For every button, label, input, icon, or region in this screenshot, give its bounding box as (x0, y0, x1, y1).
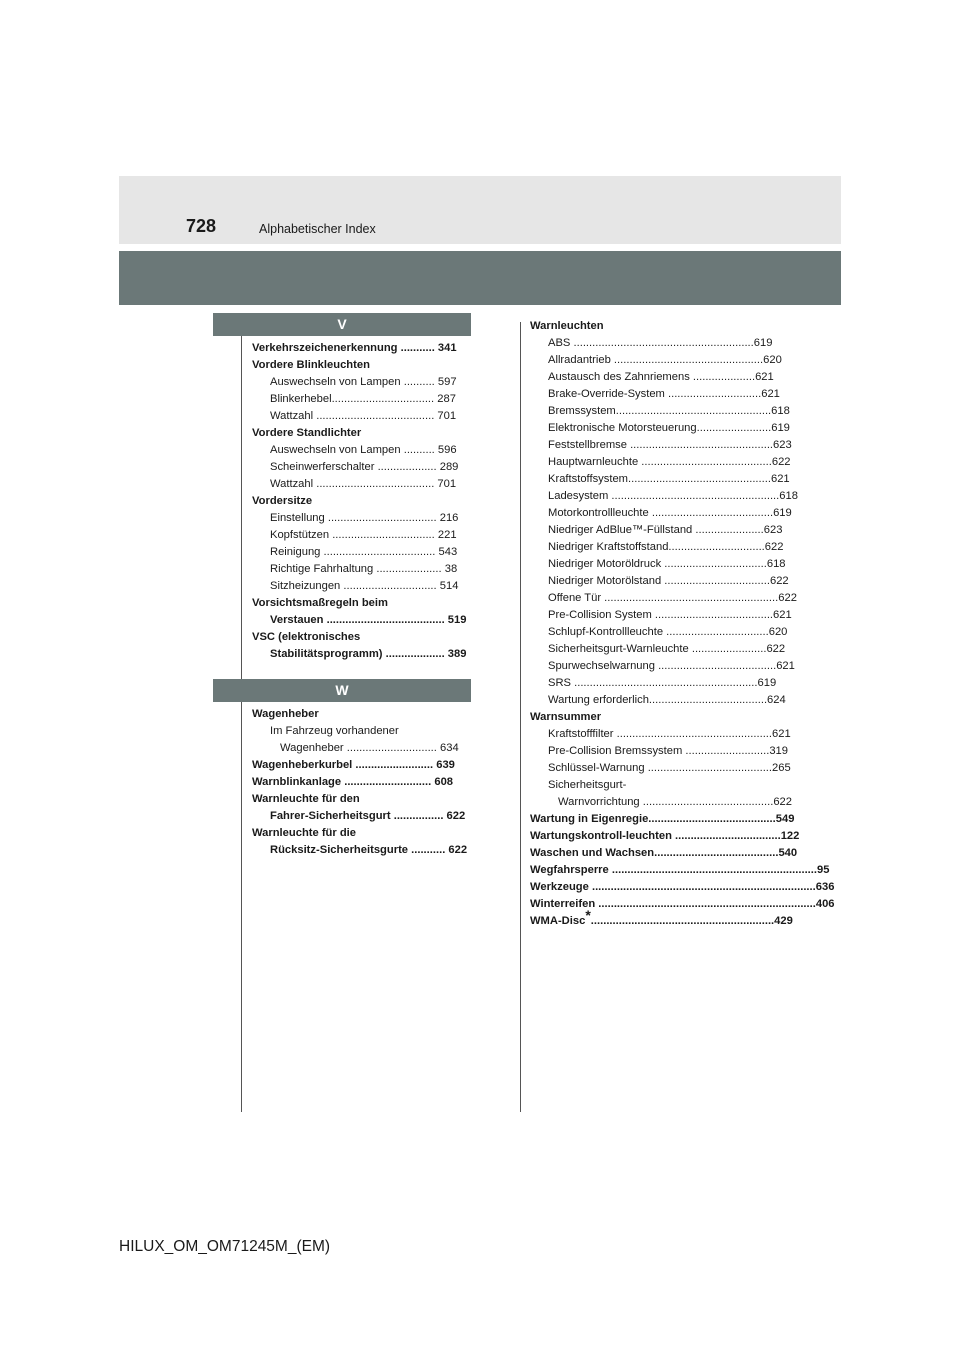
index-entry-label: Niedriger Motoröldruck ................................. (548, 558, 767, 570)
index-entry: Wagenheber ............................. 634 (280, 742, 459, 754)
index-entry-page: 618 (766, 558, 786, 570)
index-entry (530, 403, 790, 420)
index-entry-page: 619 (771, 422, 790, 434)
index-entry (530, 811, 795, 828)
index-entry-term: WMA-Disc (530, 915, 586, 927)
index-entry-label: Niedriger Motorölstand .................................. (548, 575, 770, 587)
index-entry: Einstellung ................................... 216 (270, 512, 459, 524)
index-entry: Richtige Fahrhaltung ..................... 38 (270, 563, 458, 575)
index-entry (530, 386, 780, 403)
index-entry: Wattzahl ...................................... 701 (270, 410, 457, 422)
index-entry: Warnleuchte für den (252, 793, 360, 805)
index-entry (530, 658, 795, 675)
index-entry: Auswechseln von Lampen .......... 597 (270, 376, 457, 388)
index-entry-page: 621 (761, 388, 780, 400)
index-entry-label: Hauptwarnleuchte .......................................... (548, 456, 772, 468)
index-entry: Reinigung .................................... 543 (270, 546, 458, 558)
index-entry: Vordersitze (252, 495, 313, 507)
index-entry-page: 429 (774, 915, 793, 927)
index-entry (530, 369, 774, 386)
index-entry: Sicherheitsgurt- (548, 779, 627, 791)
index-entry-label: Schlupf-Kontrollleuchte ................................. (548, 626, 769, 638)
index-entry-label: Bremssystem.................................................. (548, 405, 772, 417)
index-entry-label: Wartung erforderlich...................................... (548, 694, 768, 706)
index-entry (530, 522, 783, 539)
index-entry (530, 505, 792, 522)
index-entry: Blinkerhebel................................. 287 (270, 393, 456, 405)
index-entry-label: Offene Tür ........................................................ (548, 592, 779, 604)
index-entry-page: 623 (773, 439, 792, 451)
index-entry (530, 828, 800, 845)
index-entry (530, 794, 792, 811)
index-entry (530, 726, 791, 743)
index-entry-page: 618 (779, 490, 798, 502)
index-entry-page: 265 (772, 762, 791, 774)
index-entry (530, 879, 835, 896)
column-divider-left (241, 322, 242, 1112)
index-entry (530, 454, 791, 471)
index-entry-label: Waschen und Wachsen........................................ (530, 847, 779, 859)
index-entry: Vordere Blinkleuchten (252, 359, 370, 371)
index-entry-page: 619 (753, 337, 773, 349)
index-entry (530, 471, 790, 488)
index-entry (530, 352, 782, 369)
index-entry (530, 675, 777, 692)
index-entry-label: Spurwechselwarnung ...................................... (548, 660, 777, 672)
index-entry-page: 620 (768, 626, 788, 638)
column-divider-right (520, 322, 521, 1112)
index-entry (530, 488, 798, 505)
index-entry-page: 621 (755, 371, 774, 383)
index-entry: Auswechseln von Lampen .......... 596 (270, 444, 457, 456)
index-entry (530, 907, 793, 930)
index-entry: Kopfstützen ................................. 221 (270, 529, 457, 541)
section-header-v: V (213, 313, 471, 336)
index-entry (530, 743, 788, 760)
index-entry (530, 437, 792, 454)
index-entry-label: Schlüssel-Warnung ........................................ (548, 762, 773, 774)
index-entry-page: 618 (771, 405, 790, 417)
index-entry: Vordere Standlichter (252, 427, 362, 439)
index-entry (530, 760, 791, 777)
index-entry: Warnblinkanlage ............................ 608 (252, 776, 454, 788)
index-entry: Verstauen ...................................... 519 (270, 614, 467, 626)
index-entry: Wagenheberkurbel ......................... 639 (252, 759, 455, 771)
index-entry (530, 624, 788, 641)
index-entry-label: Niedriger AdBlue™-Füllstand ...................... (548, 524, 764, 536)
index-entry-page: 620 (763, 354, 782, 366)
index-entry: Fahrer-Sicherheitsgurt ................ 622 (270, 810, 466, 822)
index-entry (530, 641, 786, 658)
index-entry-label: Pre-Collision System ...................................... (548, 609, 774, 621)
index-entry: Im Fahrzeug vorhandener (270, 725, 399, 737)
index-entry-page: 621 (770, 473, 790, 485)
index-entry-label: Allradantrieb ................................................ (548, 354, 764, 366)
index-entry: Verkehrszeichenerkennung ........... 341 (252, 342, 457, 354)
index-entry-label: Winterreifen ...................................................................... (530, 898, 816, 910)
index-entry-page: 622 (766, 643, 786, 655)
index-entry-page: 621 (776, 660, 795, 672)
leader-dots: ........................................................... (590, 915, 775, 927)
index-list-w-right (530, 318, 835, 930)
index-entry-page: 619 (757, 677, 777, 689)
footnote-marker: * (585, 907, 591, 923)
index-entry-label: Ladesystem ...................................................... (548, 490, 780, 502)
index-entry-label: Brake-Override-System .............................. (548, 388, 762, 400)
index-entry-label: Feststellbremse .............................................. (548, 439, 774, 451)
index-entry-page: 549 (775, 813, 795, 825)
header-bar (119, 176, 841, 244)
section-header-w: W (213, 679, 471, 702)
index-entry: Scheinwerferschalter ................... 289 (270, 461, 459, 473)
index-entry-page: 622 (769, 575, 789, 587)
index-entry-label: Warnvorrichtung .......................................... (558, 796, 774, 808)
page-title: Alphabetischer Index (259, 222, 376, 236)
index-entry-page: 95 (817, 864, 830, 876)
index-entry (530, 420, 790, 437)
index-list-w-left (252, 706, 471, 859)
index-entry-label: Elektronische Motorsteuerung........................ (548, 422, 772, 434)
index-entry (530, 692, 786, 709)
index-entry: Wattzahl ...................................... 701 (270, 478, 457, 490)
index-entry-page: 636 (815, 881, 835, 893)
index-entry-page: 621 (772, 728, 791, 740)
index-entry-label (530, 907, 775, 930)
index-entry: VSC (elektronisches (252, 631, 361, 643)
index-entry-label: ABS .......................................................... (548, 337, 754, 349)
index-entry: Vorsichtsmaßregeln beim (252, 597, 388, 609)
index-entry-page: 624 (767, 694, 786, 706)
index-entry-page: 622 (771, 456, 791, 468)
index-entry (530, 556, 786, 573)
index-list-v (252, 340, 471, 663)
index-entry: Warnleuchte für die (252, 827, 357, 839)
index-entry-page: 319 (769, 745, 788, 757)
index-entry: Stabilitätsprogramm) ................... 389 (270, 648, 467, 660)
index-entry: Wagenheber (252, 708, 319, 720)
index-entry: Sitzheizungen .............................. 514 (270, 580, 459, 592)
index-entry: Warnsummer (530, 711, 602, 723)
index-entry-page: 406 (815, 898, 835, 910)
index-entry (530, 607, 792, 624)
index-entry-label: Kraftstofffilter .................................................. (548, 728, 773, 740)
document-code: HILUX_OM_OM71245M_(EM) (119, 1238, 331, 1255)
index-entry-label: Wartungskontroll-leuchten .................................. (530, 830, 781, 842)
index-entry (530, 845, 798, 862)
index-entry-page: 622 (778, 592, 797, 604)
header-band (119, 251, 841, 305)
index-entry (530, 573, 789, 590)
index-entry-label: Pre-Collision Bremssystem ........................... (548, 745, 770, 757)
index-entry-label: Kraftstoffsystem.............................................. (548, 473, 771, 485)
index-entry-page: 540 (778, 847, 798, 859)
index-entry-page: 122 (780, 830, 800, 842)
index-entry (530, 896, 835, 913)
index-entry-page: 621 (773, 609, 792, 621)
index-entry-page: 622 (773, 796, 792, 808)
index-entry-page: 622 (764, 541, 784, 553)
page-number: 728 (186, 216, 217, 236)
index-entry-page: 623 (763, 524, 783, 536)
index-entry-label: Austausch des Zahnriemens .................... (548, 371, 756, 383)
index-entry-page: 619 (773, 507, 792, 519)
index-entry (530, 335, 773, 352)
index-entry-label: Motorkontrollleuchte ....................................... (548, 507, 774, 519)
index-entry (530, 539, 784, 556)
index-entry-label: Wegfahrsperre .................................................................. (530, 864, 818, 876)
index-entry-label: SRS ........................................................... (548, 677, 758, 689)
index-entry-label: Sicherheitsgurt-Warnleuchte ........................ (548, 643, 767, 655)
index-entry: Rücksitz-Sicherheitsgurte ........... 622 (270, 844, 468, 856)
index-entry (530, 862, 830, 879)
index-entry-label: Wartung in Eigenregie......................................... (530, 813, 776, 825)
index-entry-label: Werkzeuge ........................................................................ (530, 881, 816, 893)
index-entry-label: Niedriger Kraftstoffstand............................... (548, 541, 765, 553)
index-entry: Warnleuchten (530, 320, 604, 332)
index-entry (530, 590, 797, 607)
